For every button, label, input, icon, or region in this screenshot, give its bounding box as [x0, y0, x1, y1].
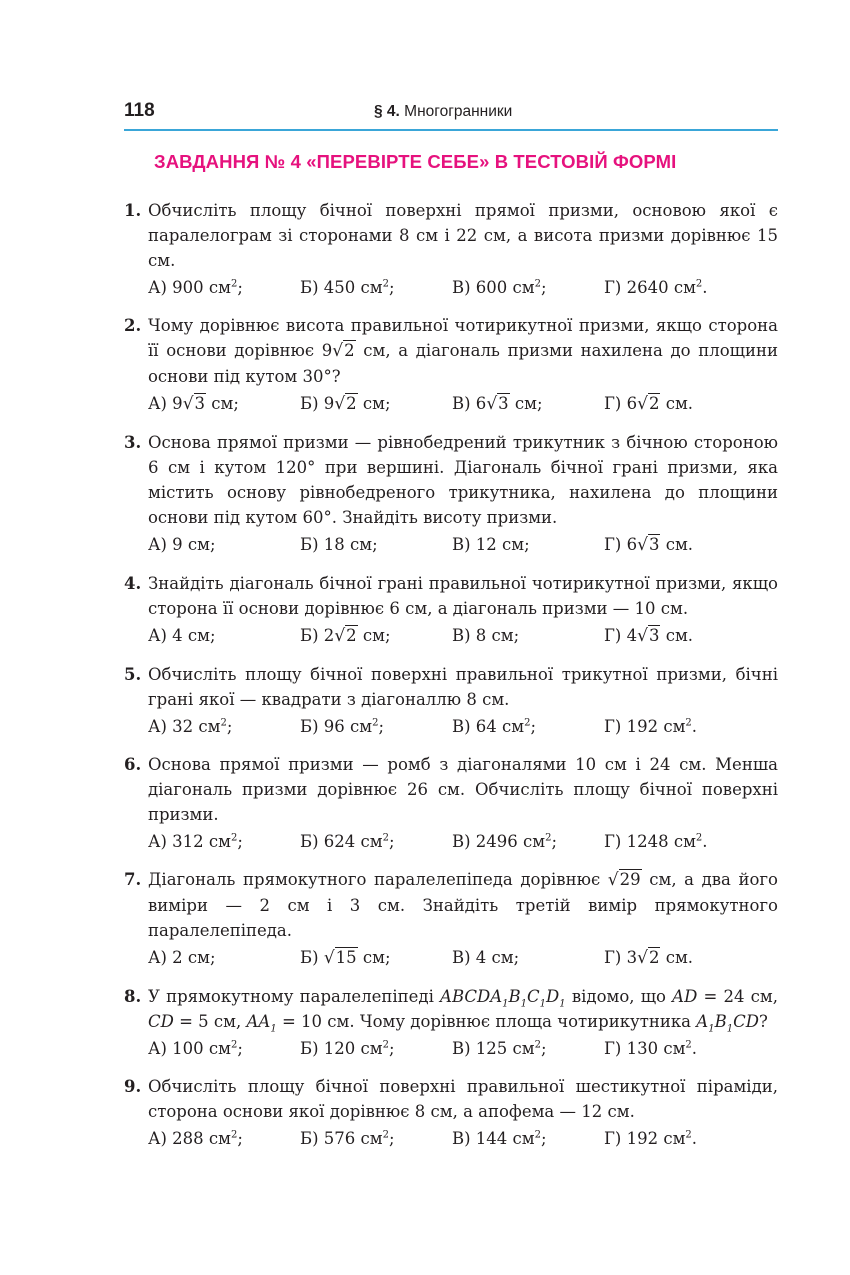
- answer-option: В) 600 $см^2$;: [452, 278, 547, 297]
- answer-option: Г) 130 $см^2$.: [604, 1039, 698, 1058]
- answer-option: В) 64 $см^2$;: [452, 717, 537, 736]
- task-item: [124, 752, 778, 855]
- task-item: [124, 1074, 778, 1152]
- section-name: Многогранники: [404, 103, 513, 120]
- task-number: 2.: [124, 316, 142, 335]
- answer-options: [148, 274, 778, 301]
- task-text: Обчисліть площу бічної поверхні прямої призми, основою якої є паралелограм зі сторонами 8 см і 22 см, а висота призми дорівнює 15 см.: [148, 201, 778, 270]
- answer-option: Б) 624 $см^2$;: [300, 832, 395, 851]
- task-text: Знайдіть діагональ бічної грані правильної чотирикутної призми, якщо сторона її основи дорівнює 6 см, а діагональ призми — 10 см.: [148, 574, 778, 618]
- answer-option: А) 4 см;: [148, 626, 216, 645]
- answer-option: В) 2496 $см^2$;: [452, 832, 558, 851]
- running-head: [374, 103, 512, 121]
- task-text: Обчисліть площу бічної поверхні правильної шестикутної піраміди, сторона основи якої дорівнює 8 см, а апофема — 12 см.: [148, 1077, 778, 1121]
- task-text: Основа прямої призми — рівнобедрений трикутник з бічною стороною 6 см і кутом 120° при вершині. Діагональ бічної грані призми, яка містить основу рівнобедреного трикутника, нахилена до площини основи під кутом 60°. Знайдіть висоту призми.: [148, 433, 778, 527]
- answer-options: [148, 1035, 778, 1062]
- task-number: 1.: [124, 201, 142, 220]
- section-title: ЗАВДАННЯ № 4 «ПЕРЕВІРТЕ СЕБЕ» В ТЕСТОВІЙ ФОРМІ: [154, 151, 677, 172]
- task-number: 6.: [124, 755, 142, 774]
- task-text: Основа прямої призми — ромб з діагоналями 10 см і 24 см. Менша діагональ призми дорівнює 26 см. Обчисліть площу бічної поверхні призми.: [148, 755, 778, 824]
- answer-option: В) 6√3 см;: [452, 394, 543, 414]
- task-number: 5.: [124, 665, 142, 684]
- answer-options: [148, 390, 778, 418]
- answer-option: Б) 96 $см^2$;: [300, 717, 385, 736]
- header-rule: [124, 129, 778, 131]
- answer-option: Б) 2√2 см;: [300, 626, 391, 646]
- answer-option: А) 100 $см^2$;: [148, 1039, 243, 1058]
- answer-option: А) 9 см;: [148, 535, 216, 554]
- task-number: 7.: [124, 870, 142, 889]
- task-item: [124, 984, 778, 1062]
- answer-option: В) 4 см;: [452, 948, 520, 967]
- answer-option: В) 144 $см^2$;: [452, 1129, 547, 1148]
- task-item: [124, 571, 778, 650]
- task-number: 9.: [124, 1077, 142, 1096]
- answer-option: Г) 3√2 см.: [604, 948, 694, 968]
- answer-option: А) 312 $см^2$;: [148, 832, 243, 851]
- task-number: 3.: [124, 433, 142, 452]
- answer-option: В) 12 см;: [452, 535, 530, 554]
- task-text: У прямокутному паралелепіпеді $ABCDA_1B_1C_1D_1$ відомо, що AD = 24 см, CD = 5 см, $AA_1 = 10$ см. Чому дорівнює площа чотирикутника $A_1B_1CD$?: [148, 987, 778, 1035]
- task-number: 4.: [124, 574, 142, 593]
- answer-option: А) 9√3 см;: [148, 394, 239, 414]
- answer-option: Г) 6√2 см.: [604, 394, 694, 414]
- answer-options: [148, 828, 778, 855]
- answer-option: А) 900 $см^2$;: [148, 278, 243, 297]
- task-number: 8.: [124, 987, 142, 1006]
- task-list: [124, 198, 778, 1164]
- answer-option: Г) 192 $см^2$.: [604, 717, 698, 736]
- answer-options: [148, 713, 778, 740]
- answer-option: Г) 2640 $см^2$.: [604, 278, 708, 297]
- page-header: [124, 100, 778, 126]
- task-text: Діагональ прямокутного паралелепіпеда дорівнює √29 см, а два його виміри — 2 см і 3 см. Знайдіть третій вимір прямокутного паралелепіпеда.: [148, 870, 778, 940]
- answer-options: [148, 1125, 778, 1152]
- answer-option: Г) 4√3 см.: [604, 626, 694, 646]
- task-item: [124, 662, 778, 740]
- answer-options: [148, 622, 778, 650]
- page-number: 118: [124, 100, 155, 121]
- answer-option: Б) 9√2 см;: [300, 394, 391, 414]
- answer-option: В) 8 см;: [452, 626, 520, 645]
- answer-option: Б) 450 $см^2$;: [300, 278, 395, 297]
- answer-option: В) 125 $см^2$;: [452, 1039, 547, 1058]
- answer-option: Б) √15 см;: [300, 948, 391, 968]
- task-text: Обчисліть площу бічної поверхні правильної трикутної призми, бічні грані якої — квадрати з діагоналлю 8 см.: [148, 665, 778, 709]
- task-item: [124, 430, 778, 559]
- answer-option: Б) 18 см;: [300, 535, 378, 554]
- answer-option: Б) 576 $см^2$;: [300, 1129, 395, 1148]
- task-item: [124, 198, 778, 301]
- answer-option: А) 288 $см^2$;: [148, 1129, 243, 1148]
- answer-option: Г) 6√3 см.: [604, 535, 694, 555]
- answer-option: Б) 120 $см^2$;: [300, 1039, 395, 1058]
- answer-option: Г) 1248 $см^2$.: [604, 832, 708, 851]
- answer-options: [148, 944, 778, 972]
- task-item: [124, 313, 778, 418]
- task-text: Чому дорівнює висота правильної чотирикутної призми, якщо сторона її основи дорівнює 9√2 см, а діагональ призми нахилена до площини основи під кутом 30°?: [148, 316, 778, 386]
- section-mark: § 4.: [374, 103, 400, 120]
- answer-option: Г) 192 $см^2$.: [604, 1129, 698, 1148]
- answer-options: [148, 531, 778, 559]
- task-item: [124, 867, 778, 972]
- answer-option: А) 2 см;: [148, 948, 216, 967]
- answer-option: А) 32 $см^2$;: [148, 717, 233, 736]
